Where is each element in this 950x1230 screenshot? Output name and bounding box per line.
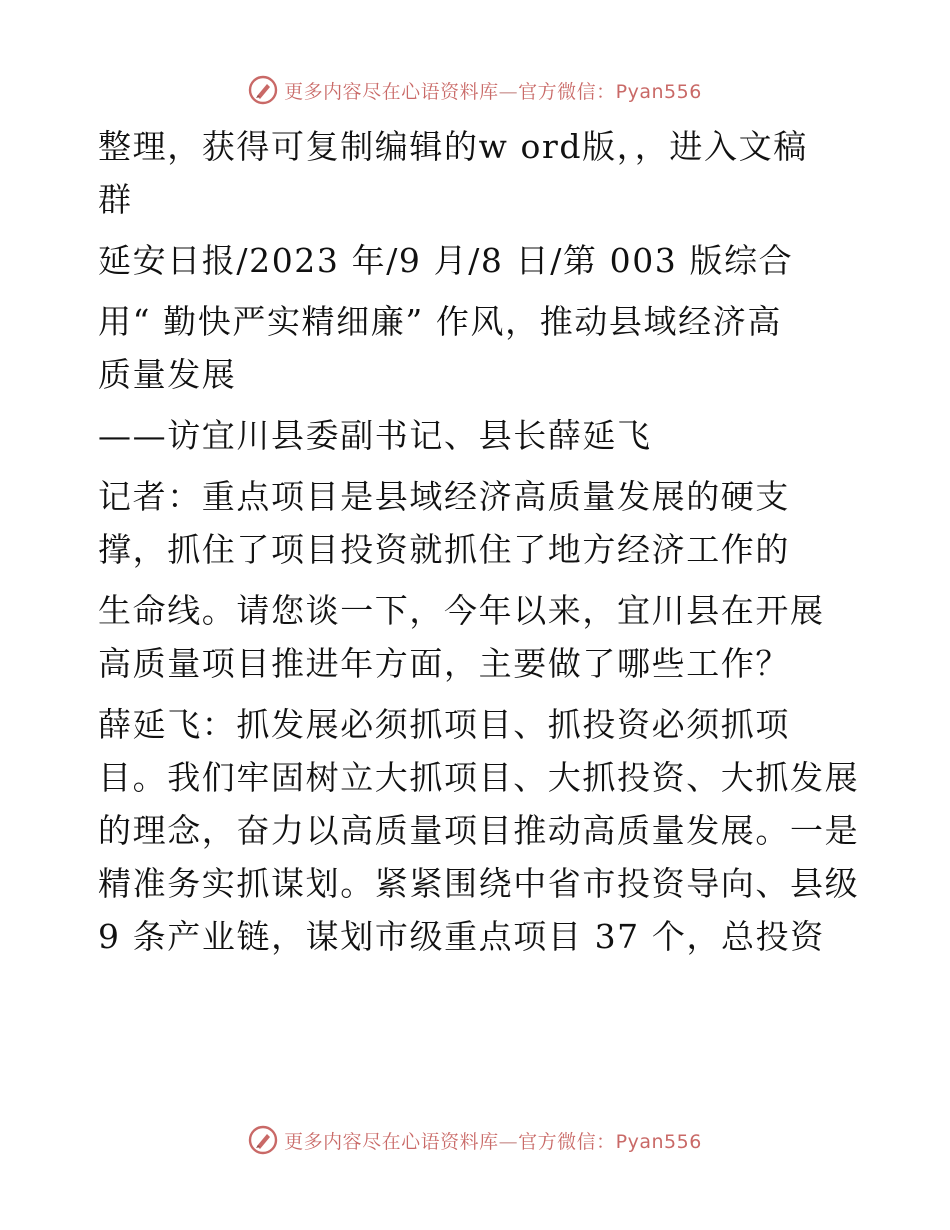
watermark-text: 更多内容尽在心语资料库—官方微信：Pyan556: [284, 80, 702, 103]
document-body: [98, 120, 858, 963]
text-line: 群: [98, 180, 133, 219]
text-line: 撑，抓住了项目投资就抓住了地方经济工作的: [98, 530, 790, 569]
text-line: 目。我们牢固树立大抓项目、大抓投资、大抓发展: [98, 758, 860, 797]
article-subtitle: ——访宜川县委副书记、县长薛延飞: [98, 416, 652, 455]
pen-logo-icon: [248, 1125, 278, 1155]
article-title: 用“ 勤快严实精细廉” 作风，推动县域经济高: [98, 302, 782, 341]
text-line: 精准务实抓谋划。紧紧围绕中省市投资导向、县级: [98, 864, 860, 903]
text-line: 延安日报/2023 年/9 月/8 日/第 003 版综合: [98, 241, 794, 280]
article-title: 质量发展: [98, 355, 237, 394]
text-line: 薛延飞：抓发展必须抓项目、抓投资必须抓项: [98, 705, 790, 744]
text-line: 的理念，奋力以高质量项目推动高质量发展。一是: [98, 811, 860, 850]
watermark-header: [0, 70, 950, 110]
text-line: 记者：重点项目是县域经济高质量发展的硬支: [98, 477, 790, 516]
text-line: 9 条产业链，谋划市级重点项目 37 个，总投资: [98, 917, 825, 956]
watermark-text: 更多内容尽在心语资料库—官方微信：Pyan556: [284, 1130, 702, 1153]
text-line: 高质量项目推进年方面，主要做了哪些工作？: [98, 644, 790, 683]
pen-logo-icon: [248, 75, 278, 105]
text-line: 整理，获得可复制编辑的w ord版，，进入文稿: [98, 127, 808, 166]
watermark-footer: [0, 1120, 950, 1160]
text-line: 生命线。请您谈一下，今年以来，宜川县在开展: [98, 591, 825, 630]
